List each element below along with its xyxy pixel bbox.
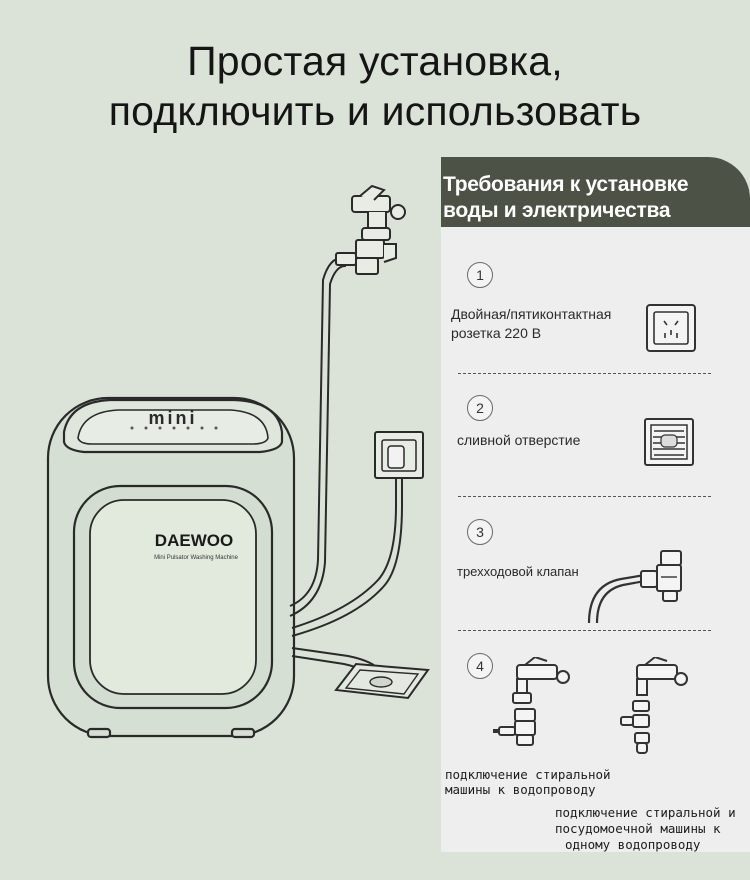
water-tap-icon: [336, 186, 405, 274]
item-2-text: сливной отверстие: [457, 432, 581, 448]
headline-line-2: подключить и использовать: [108, 88, 642, 134]
caption-single-line-2: машины к водопроводу: [445, 782, 596, 797]
panel-header: [441, 157, 750, 227]
divider-3: [458, 630, 711, 631]
panel-title-line-2: воды и электричества: [443, 199, 671, 222]
divider-1: [458, 373, 711, 374]
step-badge-4: 4: [467, 653, 493, 679]
caption-double-line-2: посудомоечной машины к: [555, 821, 721, 836]
headline-line-1: Простая установка,: [187, 38, 563, 84]
caption-single-line-1: подключение стиральной: [445, 767, 611, 782]
wall-socket-icon: [375, 432, 423, 478]
single-tap-connection-icon: [485, 657, 571, 761]
step-badge-2: 2: [467, 395, 493, 421]
machine-brand-logo: DAEWOO: [154, 531, 234, 550]
floor-drain-icon: [336, 664, 428, 698]
washing-machine: [48, 398, 294, 737]
caption-double-line-1: подключение стиральной и: [555, 805, 736, 820]
power-cord: [292, 470, 402, 636]
machine-model-text: Mini Pulsator Washing Machine: [154, 555, 238, 561]
step-badge-1: 1: [467, 262, 493, 288]
machine-top-label: mini: [148, 408, 198, 428]
step-badge-3: 3: [467, 519, 493, 545]
item-1-text-line-1: Двойная/пятиконтактная: [451, 306, 612, 322]
item-3-text: трехходовой клапан: [457, 564, 579, 579]
inlet-hose: [290, 258, 346, 616]
item-1-text-line-2: розетка 220 В: [451, 325, 542, 341]
power-socket-icon: [645, 303, 697, 353]
three-way-valve-icon: [581, 545, 696, 625]
divider-2: [458, 496, 711, 497]
double-tap-connection-icon: [611, 657, 697, 767]
requirements-panel: [441, 157, 750, 852]
panel-title-line-1: Требования к установке: [443, 173, 689, 196]
caption-double-line-3: одному водопроводу: [565, 837, 701, 852]
floor-drain-icon: [643, 417, 695, 467]
